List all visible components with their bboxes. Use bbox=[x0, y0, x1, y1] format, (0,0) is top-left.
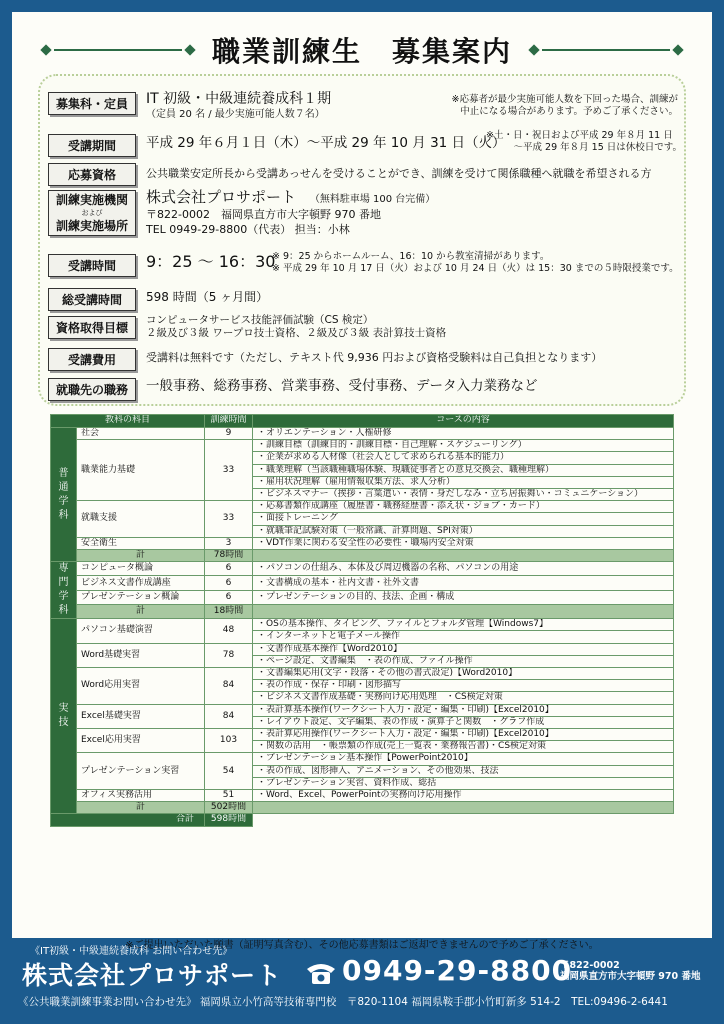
subject-cell: 職業能力基礎 bbox=[77, 440, 205, 501]
company-street: 福岡県直方市大字頓野 970 番地 bbox=[560, 971, 701, 982]
content-cell: ・関数の活用 ・帳票類の作成(売上一覧表・業務報告書)・CS検定対策 bbox=[253, 741, 674, 753]
content-cell: ・ページ設定、文書編集 ・表の作成、ファイル操作 bbox=[253, 655, 674, 667]
subject-cell: Excel基礎実習 bbox=[77, 704, 205, 728]
subject-cell: 就職支援 bbox=[77, 501, 205, 538]
group-label: 専 門 学 科 bbox=[51, 562, 77, 619]
table-row bbox=[51, 501, 674, 513]
course-note-1: ※応募者が最少実施可能人数を下回った場合、訓練が bbox=[451, 94, 678, 105]
content-cell: ・プレゼンテーション実習、資料作成、総括 bbox=[253, 777, 674, 789]
qualifications-row bbox=[48, 316, 446, 340]
hours-cell: 103 bbox=[205, 729, 253, 753]
qualifications-line-1: コンピュータサービス技能評価試験（CS 検定） bbox=[146, 314, 374, 326]
fee-row bbox=[48, 348, 602, 371]
hours-cell: 84 bbox=[205, 668, 253, 705]
qualifications-line-2: ２級及び３級 ワープロ技士資格、２級及び３級 表計算技士資格 bbox=[146, 327, 447, 339]
table-row bbox=[51, 643, 674, 655]
hours-cell: 33 bbox=[205, 440, 253, 501]
total-hours-label: 総受講時間 bbox=[48, 288, 136, 311]
table-row bbox=[51, 668, 674, 680]
content-cell: ・VDT作業に関わる安全性の必要性・職場内安全対策 bbox=[253, 537, 674, 549]
content-cell: ・企業が求める人材像（社会人として求められる基本的能力） bbox=[253, 452, 674, 464]
subtotal-row bbox=[51, 802, 674, 814]
subject-cell: プレゼンテーション実習 bbox=[77, 753, 205, 790]
content-cell: ・面接トレーニング bbox=[253, 513, 674, 525]
content-cell: ・表計算応用操作(ワークシート入力・設定・編集・印刷)【Excel2010】 bbox=[253, 729, 674, 741]
subject-cell: Word基礎実習 bbox=[77, 643, 205, 667]
hours-cell: 48 bbox=[205, 619, 253, 643]
subtotal-row bbox=[51, 550, 674, 562]
eligibility-label: 応募資格 bbox=[48, 163, 136, 186]
company-address bbox=[560, 960, 700, 982]
content-cell: ・ビジネスマナー（挨拶・言葉遣い・表情・身だしなみ・立ち居振舞い・コミュニケーション） bbox=[253, 489, 674, 501]
flyer-sheet bbox=[12, 12, 712, 951]
phone-number[interactable]: 0949-29-8800 bbox=[342, 954, 573, 987]
content-cell: ・文書構成の基本・社内文書・社外文書 bbox=[253, 576, 674, 590]
subtotal-blank bbox=[253, 550, 674, 562]
content-cell: ・就職筆記試験対策（一般常識、計算問題、SPI対策） bbox=[253, 525, 674, 537]
page-title: 職業訓練生 募集案内 bbox=[211, 35, 512, 68]
content-cell: ・表計算基本操作(ワークシート入力・設定・編集・印刷)【Excel2010】 bbox=[253, 704, 674, 716]
course-note bbox=[412, 94, 678, 118]
subtotal-label: 計 bbox=[77, 802, 205, 814]
header-subject: 教科の科目 bbox=[51, 415, 205, 428]
subtotal-row bbox=[51, 604, 674, 618]
subject-cell: コンピュータ概論 bbox=[77, 562, 205, 576]
total-row bbox=[51, 814, 674, 826]
subtotal-value: 78時間 bbox=[205, 550, 253, 562]
table-header-row bbox=[51, 415, 674, 428]
content-cell: ・プレゼンテーションの目的、技法、企画・構成 bbox=[253, 590, 674, 604]
qualifications-label: 資格取得目標 bbox=[48, 316, 136, 339]
table-row bbox=[51, 729, 674, 741]
provider-label-mid: および bbox=[81, 208, 103, 217]
subtotal-value: 18時間 bbox=[205, 604, 253, 618]
hours-cell: 3 bbox=[205, 537, 253, 549]
hours-value: 9：25 〜 16：30 bbox=[146, 252, 276, 271]
content-cell: ・オリエンテーション・人権研修 bbox=[253, 428, 674, 440]
ornament-right bbox=[526, 46, 686, 54]
table-row bbox=[51, 753, 674, 765]
hours-cell: 6 bbox=[205, 590, 253, 604]
jobs-row bbox=[48, 378, 538, 401]
subtotal-value: 502時間 bbox=[205, 802, 253, 814]
course-name: IT 初級・中級連続養成科１期 bbox=[146, 91, 332, 107]
hours-row bbox=[48, 254, 275, 277]
jobs-label: 就職先の職務 bbox=[48, 378, 136, 401]
fee-value: 受講料は無料です（ただし、テキスト代 9,936 円および資格受験料は自己負担となります） bbox=[146, 351, 603, 364]
content-cell: ・プレゼンテーション基本操作【PowerPoint2010】 bbox=[253, 753, 674, 765]
period-note-2: 〜平成 29 年８月 15 日は休校日です。 bbox=[513, 142, 682, 153]
table-row bbox=[51, 619, 674, 631]
company-postal: 〒822-0002 bbox=[560, 960, 620, 971]
total-label: 合計 bbox=[51, 814, 205, 826]
header-content: コースの内容 bbox=[253, 415, 674, 428]
table-row bbox=[51, 428, 674, 440]
provider-label-1: 訓練実施機関 bbox=[55, 192, 128, 207]
inquiry-line-2: 《公共職業訓練事業お問い合わせ先》 福岡県立小竹高等技術専門校 〒820-1104 福岡県鞍手郡小竹町新多 514-2 TEL:09496-2-6441 bbox=[18, 996, 668, 1008]
total-hours-row bbox=[48, 288, 268, 311]
course-table bbox=[50, 414, 674, 827]
provider-label bbox=[48, 190, 136, 236]
header-hours: 訓練時間 bbox=[205, 415, 253, 428]
hours-note-2: ※ 平成 29 年 10 月 17 日（火）および 10 月 24 日（火）は 15：30 までの５時限授業です。 bbox=[272, 263, 679, 274]
content-cell: ・パソコンの仕組み、本体及び周辺機器の名称、パソコンの用途 bbox=[253, 562, 674, 576]
subject-cell: パソコン基礎演習 bbox=[77, 619, 205, 643]
table-row bbox=[51, 590, 674, 604]
course-note-2: 中止になる場合があります。予めご了承ください。 bbox=[460, 106, 678, 117]
course-table-body bbox=[51, 428, 674, 827]
hours-cell: 9 bbox=[205, 428, 253, 440]
hours-note bbox=[272, 251, 684, 275]
provider-value bbox=[146, 190, 435, 237]
phone-icon bbox=[304, 960, 338, 986]
subject-cell: プレゼンテーション概論 bbox=[77, 590, 205, 604]
content-cell: ・ビジネス文書作成基礎・実務向け応用処理 ・CS検定対策 bbox=[253, 692, 674, 704]
hours-cell: 84 bbox=[205, 704, 253, 728]
course-row bbox=[48, 92, 331, 122]
content-cell: ・文書作成基本操作【Word2010】 bbox=[253, 643, 674, 655]
content-cell: ・OSの基本操作、タイピング、ファイルとフォルダ管理【Windows7】 bbox=[253, 619, 674, 631]
total-blank bbox=[253, 814, 674, 826]
period-note bbox=[486, 130, 682, 154]
content-cell: ・訓練目標（訓練目的・訓練目標・自己理解・スケジューリング） bbox=[253, 440, 674, 452]
subtotal-label: 計 bbox=[77, 550, 205, 562]
hours-cell: 6 bbox=[205, 562, 253, 576]
footer bbox=[0, 938, 724, 1024]
provider-name: 株式会社プロサポート bbox=[146, 188, 297, 206]
hours-cell: 33 bbox=[205, 501, 253, 538]
table-row bbox=[51, 562, 674, 576]
table-row bbox=[51, 537, 674, 549]
period-note-1: ※土・日・祝日および平成 29 年８月 11 日 bbox=[486, 130, 673, 141]
ornament-left bbox=[38, 46, 198, 54]
subject-cell: Excel応用実習 bbox=[77, 729, 205, 753]
group-label: 普 通 学 科 bbox=[51, 428, 77, 562]
subject-cell: Word応用実習 bbox=[77, 668, 205, 705]
content-cell: ・応募書類作成講座（履歴書・職務経歴書・添え状・ジョブ・カード） bbox=[253, 501, 674, 513]
group-label: 実 技 bbox=[51, 619, 77, 814]
qualifications-value bbox=[146, 314, 446, 340]
course-label: 募集科・定員 bbox=[48, 92, 136, 115]
content-cell: ・表の作成、図形挿入、アニメーション、その他効果、技法 bbox=[253, 765, 674, 777]
provider-address: 〒822-0002 福岡県直方市大字頓野 970 番地 bbox=[146, 208, 381, 221]
subtotal-label: 計 bbox=[77, 604, 205, 618]
table-row bbox=[51, 576, 674, 590]
period-value: 平成 29 年６月１日（木）〜平成 29 年 10 月 31 日（火） bbox=[146, 135, 506, 151]
subtotal-blank bbox=[253, 802, 674, 814]
eligibility-value: 公共職業安定所長から受講あっせんを受けることができ、訓練を受けて関係職種へ就職を希望される方 bbox=[146, 167, 652, 180]
title-row bbox=[12, 30, 712, 70]
hours-label: 受講時間 bbox=[48, 254, 136, 277]
company-name: 株式会社プロサポート bbox=[22, 961, 283, 990]
content-cell: ・インターネットと電子メール操作 bbox=[253, 631, 674, 643]
eligibility-row bbox=[48, 163, 651, 186]
total-hours-value: 598 時間（5 ヶ月間） bbox=[146, 290, 269, 304]
subject-cell: オフィス実務活用 bbox=[77, 790, 205, 802]
subtotal-blank bbox=[253, 604, 674, 618]
hours-cell: 78 bbox=[205, 643, 253, 667]
footnote: ※ご提出いただいた願書（証明写真含む）、その他応募書類はご返却できませんので予めご了承ください。 bbox=[125, 940, 599, 951]
inquiry-heading-1: 《IT初級・中級連続養成科 お問い合わせ先》 bbox=[30, 946, 233, 957]
table-row bbox=[51, 704, 674, 716]
table-row bbox=[51, 440, 674, 452]
hours-cell: 51 bbox=[205, 790, 253, 802]
info-box bbox=[38, 74, 686, 406]
provider-row bbox=[48, 190, 435, 237]
period-row bbox=[48, 134, 506, 157]
period-label: 受講期間 bbox=[48, 134, 136, 157]
provider-label-2: 訓練実施場所 bbox=[55, 218, 128, 233]
hours-cell: 54 bbox=[205, 753, 253, 790]
course-value bbox=[146, 92, 331, 122]
course-capacity: （定員 20 名 / 最少実施可能人数７名） bbox=[146, 109, 325, 120]
table-row bbox=[51, 790, 674, 802]
subject-cell: ビジネス文書作成講座 bbox=[77, 576, 205, 590]
content-cell: ・雇用状況理解（雇用情報収集方法、求人分析） bbox=[253, 476, 674, 488]
content-cell: ・レイアウト設定、文字編集、表の作成・演算子と関数 ・グラフ作成 bbox=[253, 716, 674, 728]
jobs-value: 一般事務、総務事務、営業事務、受付事務、データ入力業務など bbox=[146, 378, 538, 394]
content-cell: ・文書編集応用(文字・段落・その他の書式設定)【Word2010】 bbox=[253, 668, 674, 680]
provider-tel: TEL 0949-29-8800（代表） 担当：小林 bbox=[146, 223, 350, 236]
hours-cell: 6 bbox=[205, 576, 253, 590]
content-cell: ・Word、Excel、PowerPointの実務向け応用操作 bbox=[253, 790, 674, 802]
total-value: 598時間 bbox=[205, 814, 253, 826]
subject-cell: 社会 bbox=[77, 428, 205, 440]
content-cell: ・職業理解（当該職種職場体験、現職従事者との意見交換会、職種理解） bbox=[253, 464, 674, 476]
subject-cell: 安全衛生 bbox=[77, 537, 205, 549]
fee-label: 受講費用 bbox=[48, 348, 136, 371]
content-cell: ・表の作成・保存・印刷・図形描写 bbox=[253, 680, 674, 692]
hours-note-1: ※ 9：25 からホームルーム、16：10 から教室清掃があります。 bbox=[272, 251, 550, 262]
provider-parking: （無料駐車場 100 台完備） bbox=[309, 194, 436, 205]
